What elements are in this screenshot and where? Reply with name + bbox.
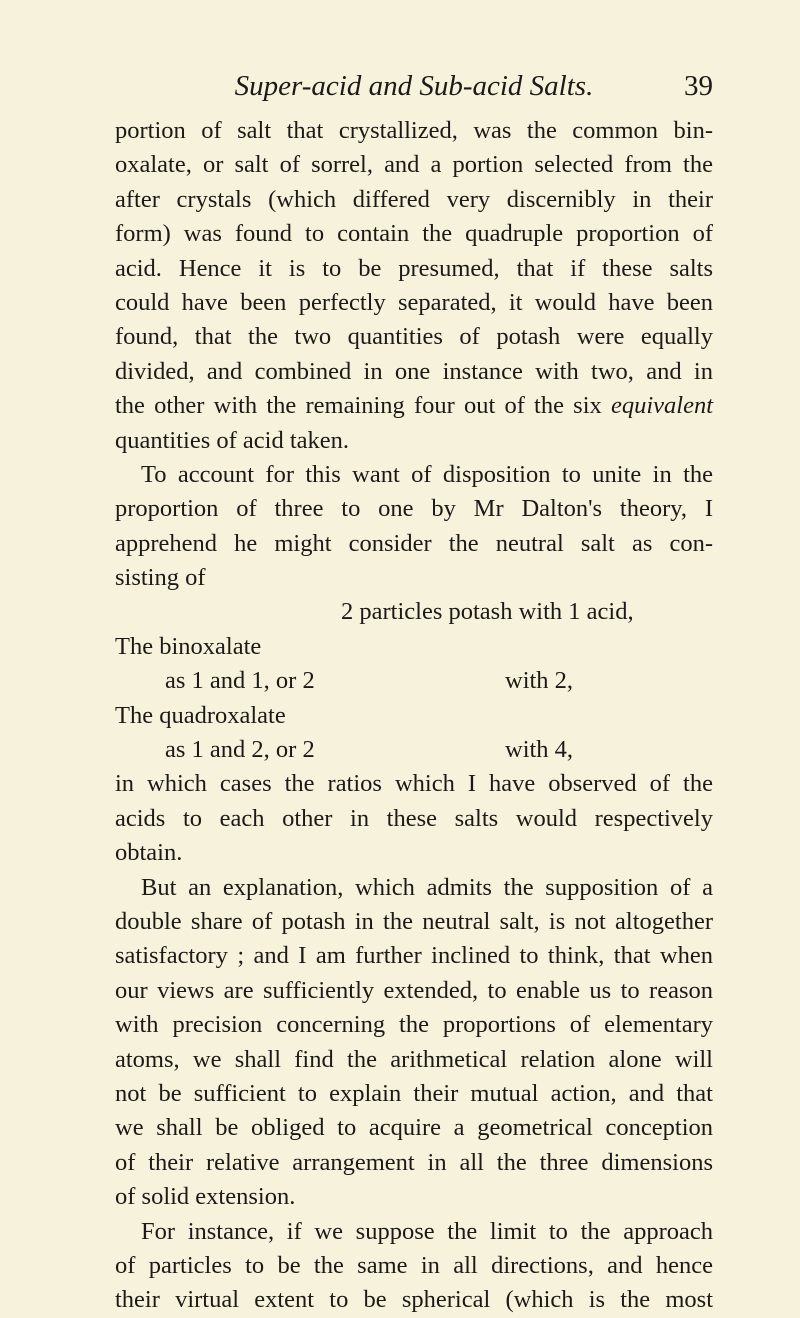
- binoxalate-potash: as 1 and 1, or 2: [165, 667, 315, 695]
- quadroxalate-label: The quadroxalate: [115, 701, 286, 729]
- text-line: double share of potash in the neutral salt, is not altogether: [115, 907, 713, 935]
- text-line: quantities of acid taken.: [115, 426, 350, 454]
- text-line: [115, 389, 713, 423]
- text-line: not be sufficient to explain their mutual action, and that: [115, 1079, 713, 1107]
- binoxalate-label: The binoxalate: [115, 632, 262, 660]
- text-line: To account for this want of disposition to unite in the: [141, 460, 713, 488]
- text-line: sisting of: [115, 564, 206, 592]
- text-line: found, that the two quantities of potash were equally: [115, 323, 713, 351]
- paragraph-1: [115, 114, 713, 458]
- text-line: But an explanation, which admits the supposition of a: [141, 873, 713, 901]
- formula-row-binoxalate: [115, 664, 713, 698]
- paragraph-5: [115, 1215, 713, 1318]
- text-run: the other with the remaining four out of the six: [115, 392, 611, 420]
- text-line: form) was found to contain the quadruple proportion of: [115, 220, 713, 248]
- quadroxalate-acid: with 4,: [505, 736, 574, 764]
- text-line: proportion of three to one by Mr Dalton's theory, I: [115, 495, 713, 523]
- binoxalate-acid: with 2,: [505, 667, 574, 695]
- formula-row-neutral: [115, 595, 713, 629]
- italic-word: equivalent: [610, 392, 713, 420]
- text-line: after crystals (which differed very discernibly in their: [115, 185, 713, 213]
- text-line: could have been perfectly separated, it would have been: [115, 288, 713, 316]
- ratio-table: [115, 595, 713, 767]
- text-line: atoms, we shall find the arithmetical relation alone will: [115, 1045, 713, 1073]
- text-line: acid. Hence it is to be presumed, that if these salts: [115, 254, 713, 282]
- text-line: satisfactory ; and I am further inclined to think, that when: [115, 942, 713, 970]
- text-line: of their relative arrangement in all the three dimensions: [115, 1148, 713, 1176]
- text-line: with precision concerning the proportions of elementary: [115, 1011, 713, 1039]
- text-line: apprehend he might consider the neutral salt as con-: [115, 529, 713, 557]
- body-text: [115, 114, 713, 1318]
- text-line: portion of salt that crystallized, was the common bin-: [115, 117, 713, 144]
- text-line: oxalate, or salt of sorrel, and a portion selected from the: [115, 151, 713, 179]
- running-title: Super-acid and Sub-acid Salts.: [234, 70, 594, 102]
- paragraph-3: [115, 767, 713, 870]
- text-line: acids to each other in these salts would respectively: [115, 804, 713, 832]
- text-line: of particles to be the same in all directions, and hence: [115, 1251, 713, 1279]
- text-line: their virtual extent to be spherical (which is the most: [115, 1286, 713, 1314]
- running-head: [115, 66, 713, 106]
- formula-row-quadroxalate: [115, 733, 713, 767]
- text-line: our views are sufficiently extended, to enable us to reason: [115, 976, 713, 1004]
- text-line: obtain.: [115, 839, 183, 867]
- page-number: 39: [684, 70, 713, 102]
- neutral-salt-ratio: 2 particles potash with 1 acid,: [341, 598, 634, 626]
- text-line: divided, and combined in one instance with two, and in: [115, 357, 713, 385]
- paragraph-2: [115, 458, 713, 596]
- text-line: For instance, if we suppose the limit to the approach: [141, 1217, 713, 1245]
- text-line: of solid extension.: [115, 1183, 296, 1211]
- paragraph-4: [115, 871, 713, 1215]
- quadroxalate-potash: as 1 and 2, or 2: [165, 736, 315, 764]
- text-line: we shall be obliged to acquire a geometrical conception: [115, 1114, 713, 1142]
- text-line: in which cases the ratios which I have observed of the: [115, 770, 713, 798]
